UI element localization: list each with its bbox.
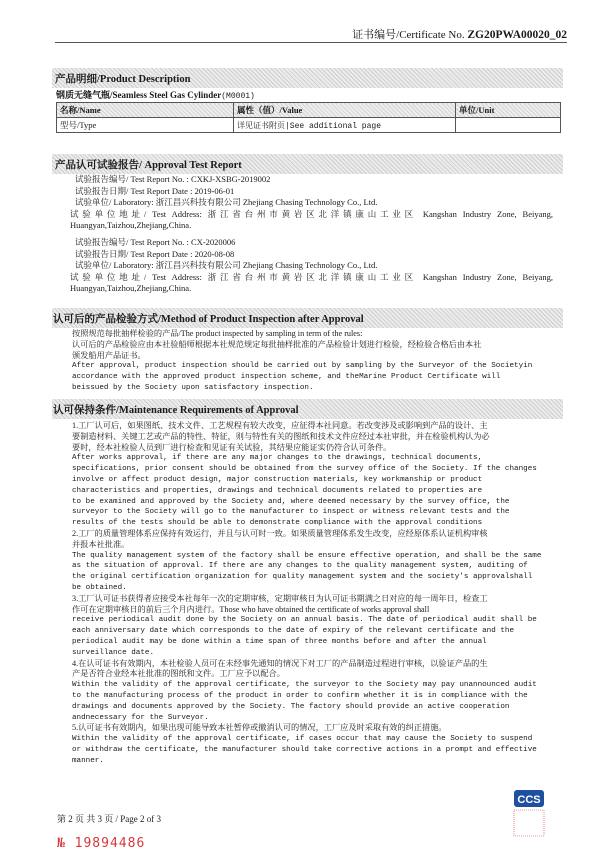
maintenance-line: 3.工厂认可证书获得者应接受本社每年一次的定期审核，定期审核日为认可证书期满之日对应的每一周年日，检查工 (72, 593, 488, 603)
maintenance-line: to be examined and approved by the Society and, where deemed necessary by the survey office, the (72, 497, 510, 506)
ccs-logo (508, 790, 550, 838)
report-2-no: 试验报告编号/ Test Report No. : CX-2020006 (75, 237, 236, 247)
maintenance-line: andnecessary for the Surveyor. (72, 713, 209, 722)
maintenance-line: results of the tests should be able to demonstrate compliance with the approval conditions (72, 519, 483, 528)
maintenance-line: drawings and documents approved by the Society. The factory should provide an active cooperation (72, 702, 510, 711)
maintenance-line: each anniversary date which corresponds to the date of expiry of the relevant certificate and the (72, 627, 515, 636)
header-divider (55, 42, 567, 43)
maintenance-line: Within the validity of the approval certificate, the surveyor to the Society may pay unannounced audit (72, 681, 537, 690)
maintenance-line: specifications, prior consent should be obtained from the survey office of the Society. If the changes (72, 465, 537, 474)
maintenance-line: the original certification organization for quality management system and the society's approvalshall (72, 573, 533, 582)
maintenance-line: involve or affect product design, major construction materials, key workmanship or product (72, 475, 483, 484)
maintenance-line: 5.认可证书有效期内，如果出现可能导致本社暂停或撤消认可的情况，工厂应及时采取有效的纠正措施。 (72, 723, 447, 733)
report-1-address: 试验单位地址/ Test Address: 浙江省台州市黄岩区北洋镇康山工业区 Kangshan Industry Zone, Beiyang, (70, 208, 553, 219)
method-line: 认可后的产品检验应由本社验船师根据本社规范规定每批抽样批准的产品检验计划进行检验，经检验合格后由本社 (72, 339, 482, 349)
certificate-label: 证书编号/Certificate No. (352, 29, 465, 41)
method-line: 颁发船用产品证书。 (72, 350, 146, 360)
serial-number: № 19894486 (57, 836, 146, 851)
maintenance-line: manner. (72, 756, 104, 765)
certificate-value: ZG20PWA00020_02 (467, 29, 567, 41)
logo-text: CCS (517, 794, 541, 806)
approval-title: 产品认可试验报告/ Approval Test Report (55, 160, 242, 171)
report-2-address: 试验单位地址/ Test Address: 浙江省台州市黄岩区北洋镇康山工业区 Kangshan Industry Zone, Beiyang, (70, 271, 553, 282)
col-value: 属性（值）/Value (234, 103, 456, 118)
product-description-title: 产品明细/Product Description (55, 74, 191, 85)
maintenance-line: surveyor to the Society will go to the manufacturer to inspect or witness relevant tests and the (72, 508, 510, 517)
col-unit: 单位/Unit (456, 103, 561, 118)
report-1-no: 试验报告编号/ Test Report No. : CXKJ-XSBG-2019002 (75, 174, 271, 184)
maintenance-line: 作可在定期审核日的前后三个月内进行。Those who have obtained the certificate of works approval shall (72, 604, 430, 614)
method-line: 按照规范每批抽样检验的产品/The product inspected by sampling in term of the rules: (72, 329, 363, 338)
maintenance-line: receive periodical audit done by the Society on an annual basis. The date of periodical audit shall be (72, 616, 537, 625)
product-table-header (57, 103, 561, 118)
maintenance-line: 1.工厂认可后，如果图纸、技术文件、工艺规程有较大改变，应征得本社同意。若改变涉及或影响到产品的设计、主 (72, 421, 488, 430)
maintenance-line: The quality management system of the factory shall be ensure effective operation, and shall be the same (72, 551, 542, 560)
maintenance-text (72, 421, 550, 767)
cell-name: 型号/Type (57, 118, 234, 133)
maintenance-line: 4.在认可证书有效期内，本社检验人员可在未经事先通知的情况下对工厂的产品制造过程进行审核，以验证产品的生 (72, 658, 488, 668)
method-text (72, 329, 550, 394)
logo-stamp (514, 810, 544, 836)
maintenance-line: 要制造材料、关键工艺或产品的特性、特征，则与特性有关的图纸和技术文件应经过本社审批，并在检验机构认为必 (72, 431, 490, 441)
maintenance-line: to the manufacturing process of the product in order to confirm whether it is in compliance with the (72, 691, 528, 700)
maintenance-line: Within the validity of the approval certificate, if cases occur that may cause the Society to suspend (72, 735, 533, 744)
col-name: 名称/Name (57, 103, 234, 118)
report-2-address-2: Huangyan,Taizhou,Zhejiang,China. (70, 283, 192, 293)
maintenance-line: 2.工厂的质量管理体系应保持有效运行，并且与认可时一致。如果质量管理体系发生改变，应经原体系认证机构审核 (72, 528, 488, 538)
maintenance-line: or withdraw the certificate, the manufacturer should take corrective actions in a prompt and effective (72, 745, 537, 754)
report-2 (70, 237, 553, 295)
method-title: 认可后的产品检验方式/Method of Product Inspection after Approval (53, 314, 364, 325)
product-subtitle (56, 88, 255, 101)
table-row (57, 118, 561, 133)
maintenance-title: 认可保持条件/Maintenance Requirements of Approval (53, 405, 299, 416)
method-line: beissued by the Society upon satisfactory inspection. (72, 383, 314, 392)
product-subtitle-code: (M0001) (221, 92, 255, 101)
product-subtitle-text: 钢质无缝气瓶/Seamless Steel Gas Cylinder (56, 90, 222, 100)
maintenance-line: characteristics and properties, drawings and technical documents related to properties are (72, 486, 483, 495)
product-table (56, 102, 561, 133)
maintenance-line: surveillance date. (72, 648, 155, 657)
report-1-lab: 试验单位/ Laboratory: 浙江昌兴科技有限公司 Zhejiang Chasing Technology Co., Ltd. (75, 197, 378, 207)
maintenance-line: as the situation of approval. If there are any changes to the quality management system, auditing of (72, 562, 528, 571)
maintenance-line: After works approval, if there are any major changes to the drawings, technical documents, (72, 454, 483, 463)
report-1 (70, 174, 553, 232)
page-number: 第 2 页 共 3 页 / Page 2 of 3 (57, 814, 161, 824)
maintenance-line: 要时，经本社检验人员到厂进行检查和见证有关试验，其结果应能证实仍符合认可条件。 (72, 442, 392, 452)
certificate-number (352, 26, 567, 42)
maintenance-line: 产是否符合业经本社批准的图纸和文件。工厂应予以配合。 (72, 669, 285, 679)
report-2-lab: 试验单位/ Laboratory: 浙江昌兴科技有限公司 Zhejiang Chasing Technology Co., Ltd. (75, 260, 378, 270)
cell-unit (456, 118, 561, 133)
report-1-address-2: Huangyan,Taizhou,Zhejiang,China. (70, 220, 192, 230)
report-1-date: 试验报告日期/ Test Report Date : 2019-06-01 (75, 185, 235, 196)
report-2-date: 试验报告日期/ Test Report Date : 2020-08-08 (75, 248, 235, 259)
cell-value: 详见证书附页|See additional page (234, 118, 456, 133)
maintenance-line: be obtained. (72, 583, 127, 592)
maintenance-line: 并报本社批准。 (72, 539, 130, 549)
maintenance-line: periodical audit may be done within a time span of three months before and after the annual (72, 637, 487, 646)
method-line: After approval, product inspection should be carried out by sampling by the Surveyor of the Societyin (72, 362, 533, 371)
method-line: accordance with the approved product inspection scheme, and theMarine Product Certificate will (72, 373, 501, 382)
